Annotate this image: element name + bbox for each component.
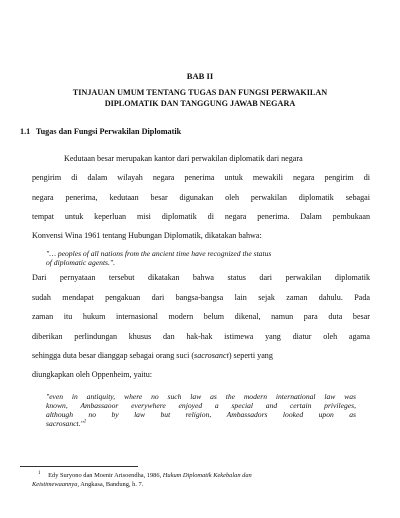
footnote-line-1: $^1$ Edy Suryono dan Moenir Arisoendha, 1986, Hukum Diplomatik Kekebalan dan <box>38 470 252 479</box>
paragraph1-line-3: negara penerima, kedutaan besar digunakan oleh perwakilan diplomatik sebagai <box>32 193 370 202</box>
paragraph2-line-4: diberikan perlindungan khusus dan hak-hak istimewa yang diatur oleh agama <box>32 332 370 341</box>
paragraph2-line-2: sudah mendapat pengakuan dari bangsa-bangsa lain sejak zaman dahulu. Pada <box>32 293 370 302</box>
footnote-rule <box>20 466 138 467</box>
paragraph1-line-1: Kedutaan besar merupakan kantor dari perwakilan diplomatik dari negara <box>64 154 303 163</box>
quote1-line-1: "… peoples of all nations from the ancient time have recognized the status <box>46 249 272 258</box>
paragraph2-line-3: zaman itu hukum internasional modern belum dikenal, namun para duta besar <box>32 312 370 321</box>
paragraph2-line-5 <box>32 351 370 361</box>
chapter-heading: BAB II <box>186 71 214 81</box>
paragraph2-line-1: Dari pernyataan tersebut dikatakan bahwa status dari perwakilan diplomatik <box>32 273 370 282</box>
chapter-title-line-2: DIPLOMATIK DAN TANGGUNG JAWAB NEGARA <box>104 99 296 108</box>
paragraph1-line-5: Konvensi Wina 1961 tentang Hubungan Diplomatik, dikatakan bahwa: <box>32 231 262 240</box>
paragraph2-line-5-text-a: sehingga duta besar dianggap sebagai orang suci (sacrosanct) seperti yang <box>32 351 273 360</box>
section-title: Tugas dan Fungsi Perwakilan Diplomatik <box>35 127 182 136</box>
footnote-marker: 1 <box>38 470 41 476</box>
paragraph1-line-4: tempat untuk keperluan misi diplomatik di negara penerima. Dalam pembukaan <box>32 212 370 221</box>
quote2-line-3: although no by law but religion, Ambassadors looked upon as <box>46 410 356 419</box>
chapter-title-line-1: TINJAUAN UMUM TENTANG TUGAS DAN FUNGSI PERWAKILAN <box>72 88 328 97</box>
quote1-line-2: of diplomatic agents.". <box>46 258 115 267</box>
sacrosanct-term: sacrosanct <box>194 351 229 360</box>
section-number: 1.1 <box>20 127 31 136</box>
section-heading <box>20 127 181 136</box>
quote2-line-1: "even in antiquity, where no such law as the modern international law was <box>46 392 356 401</box>
footnote-ref: 1 <box>83 419 87 425</box>
quote2-line-2: known, Ambassaoor everywhere enjoyed a special and certain privileges, <box>46 401 356 410</box>
paragraph1-line-2: pengirim di dalam wilayah negara penerima untuk mewakili negara pengirim di <box>32 173 370 182</box>
paragraph2-line-6: diungkapkan oleh Oppenheim, yaitu: <box>32 370 153 379</box>
footnote-line-2: Keistimewaannya, Angkasa, Bandung, h. 7. <box>32 481 144 488</box>
quote2-line-4: sacrosanct."$^1$ <box>46 419 87 428</box>
